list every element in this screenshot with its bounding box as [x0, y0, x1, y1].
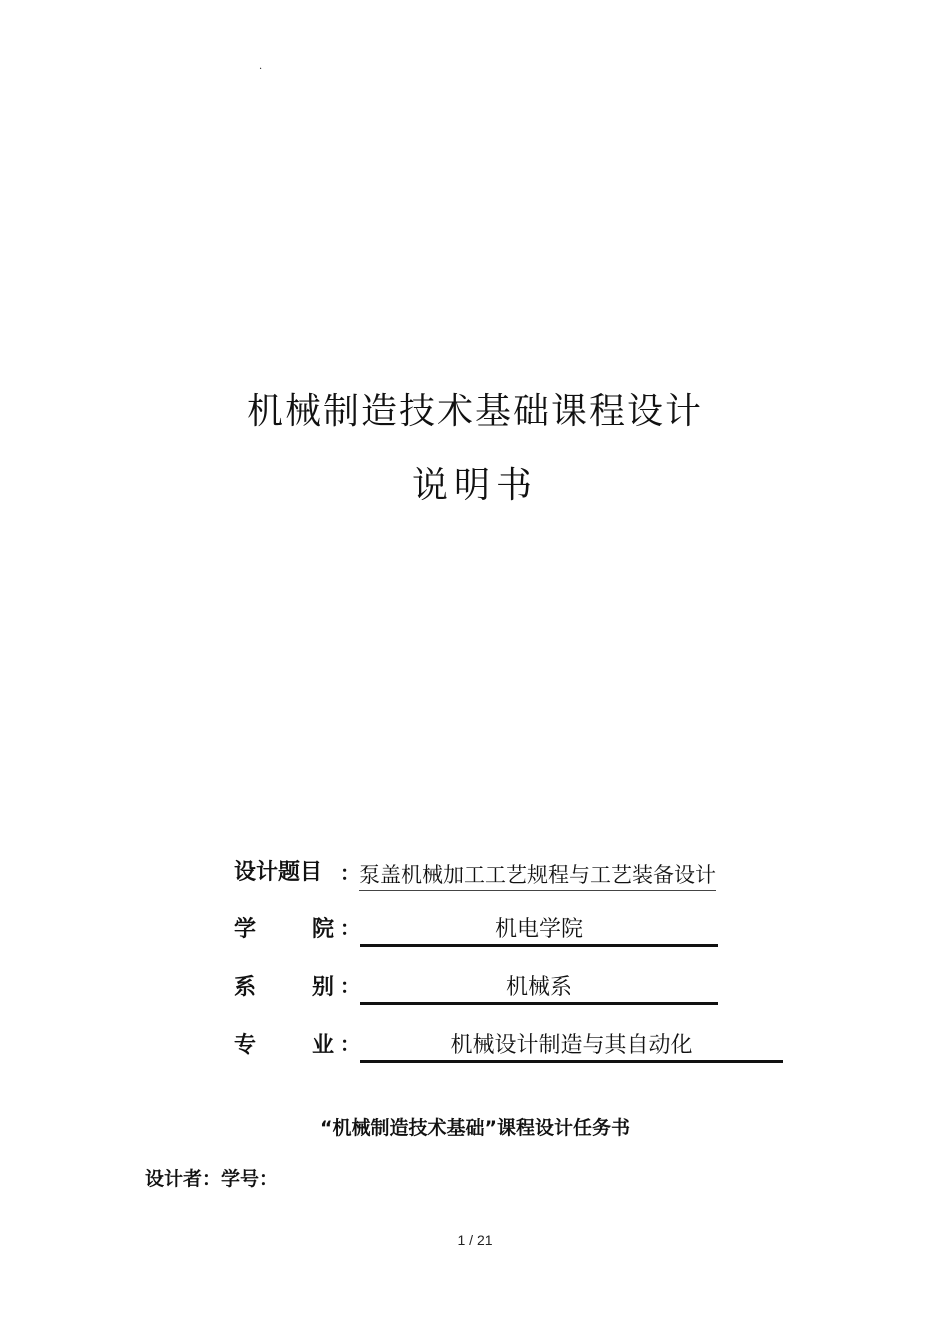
header-mark: . [259, 61, 263, 72]
topic-colon: ： [340, 861, 360, 885]
topic-label: 设计题目 [234, 860, 323, 885]
college-label-first: 学 [234, 917, 257, 942]
major-colon: ： [340, 1032, 360, 1056]
major-underline [360, 1060, 783, 1063]
major-label-last: 业 [312, 1033, 335, 1058]
major-label [234, 1031, 334, 1061]
college-label [234, 915, 334, 945]
college-underline [360, 944, 718, 947]
department-underline [360, 1002, 718, 1005]
task-title: “机械制造技术基础”课程设计任务书 [320, 1117, 630, 1139]
major-label-first: 专 [234, 1033, 257, 1058]
document-title: 机械制造技术基础课程设计 [246, 391, 703, 432]
page-number: 1 / 21 [457, 1232, 493, 1248]
department-label-last: 别 [312, 975, 335, 1000]
topic-value: 泵盖机械加工工艺规程与工艺装备设计 [359, 860, 716, 891]
designer-line: 设计者：学号： [145, 1168, 279, 1190]
major-value: 机械设计制造与其自动化 [450, 1033, 693, 1058]
department-label-first: 系 [234, 975, 257, 1000]
college-colon: ： [340, 916, 360, 940]
department-label [234, 973, 334, 1003]
college-value: 机电学院 [494, 917, 583, 942]
college-label-last: 院 [312, 917, 335, 942]
department-value: 机械系 [505, 975, 572, 1000]
department-colon: ： [340, 974, 360, 998]
document-subtitle: 说明书 [411, 465, 538, 506]
